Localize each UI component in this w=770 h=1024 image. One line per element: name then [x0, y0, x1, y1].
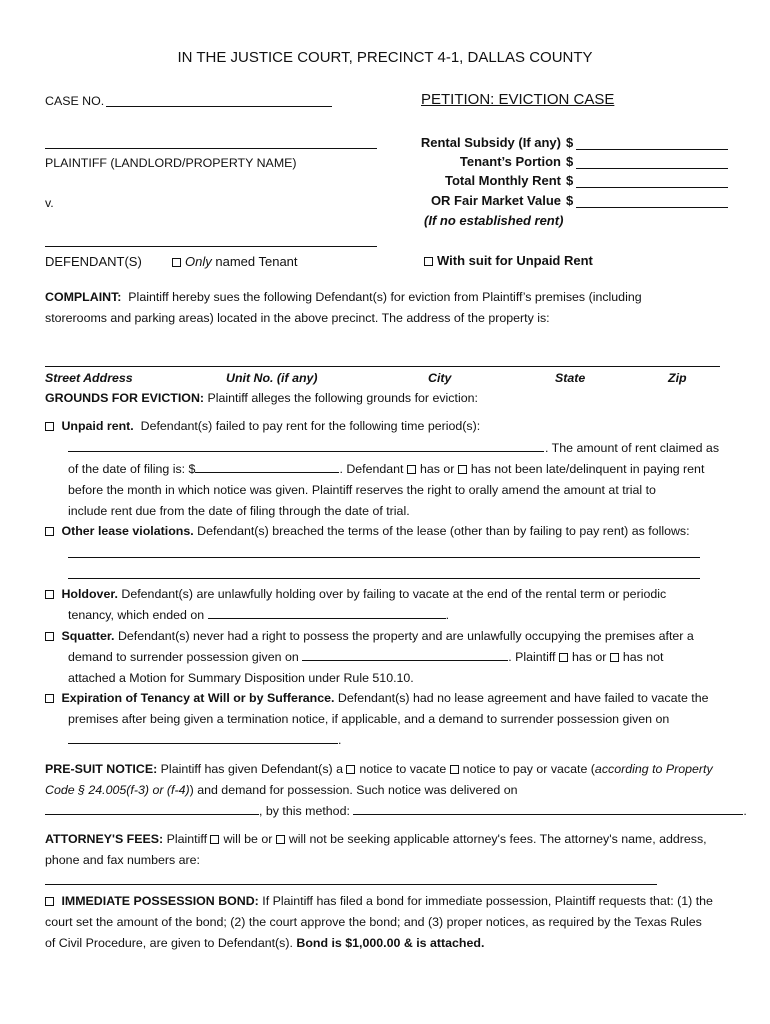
case-no-field[interactable]	[106, 106, 332, 107]
lease-violations-section: Other lease violations. Defendant(s) breached the terms of the lease (other than by failing to pay rent) as follows:	[45, 523, 690, 539]
squatter-has-not-checkbox[interactable]	[610, 653, 619, 662]
attorney-info-field[interactable]	[45, 884, 657, 885]
notice-delivery-method-field[interactable]	[353, 803, 743, 815]
squatter-section: Squatter. Defendant(s) never had a right to possess the property and are unlawfully occupying the premises after a	[45, 628, 694, 644]
city-label: City	[428, 371, 452, 385]
holdover-checkbox[interactable]	[45, 590, 54, 599]
fair-market-value-row: OR Fair Market Value $	[418, 193, 728, 211]
street-address-label: Street Address	[45, 371, 133, 385]
state-label: State	[555, 371, 586, 385]
unpaid-rent-section: Unpaid rent. Defendant(s) failed to pay rent for the following time period(s):	[45, 416, 725, 437]
expiration-line3: .	[68, 732, 341, 748]
defendant-name-field[interactable]	[45, 246, 377, 247]
notice-delivery-date-field[interactable]	[45, 803, 259, 815]
total-monthly-rent-row: Total Monthly Rent $	[418, 173, 728, 191]
presuit-notice-line2: Code § 24.005(f-3) or (f-4)) and demand for possession. Such notice was delivered on	[45, 783, 518, 797]
total-monthly-rent-field[interactable]	[576, 187, 728, 188]
notice-to-pay-or-vacate-checkbox[interactable]	[450, 765, 459, 774]
unpaid-rent-checkbox[interactable]	[45, 422, 54, 431]
late-has-checkbox[interactable]	[407, 465, 416, 474]
presuit-notice-line1: PRE-SUIT NOTICE: Plaintiff has given Defendant(s) a notice to vacate notice to pay or vacate (according to Property	[45, 762, 713, 776]
rent-claimed-text: . The amount of rent claimed as	[545, 441, 720, 455]
property-address-field[interactable]	[45, 366, 720, 367]
lease-violations-field-1[interactable]	[68, 557, 700, 558]
tenants-portion-field[interactable]	[576, 168, 728, 169]
expiration-checkbox[interactable]	[45, 694, 54, 703]
plaintiff-name-field[interactable]	[45, 148, 377, 149]
squatter-has-checkbox[interactable]	[559, 653, 568, 662]
suit-unpaid-rent-option[interactable]: With suit for Unpaid Rent	[424, 253, 593, 268]
no-rent-note: (If no established rent)	[424, 213, 564, 228]
court-title: IN THE JUSTICE COURT, PRECINCT 4-1, DALLAS COUNTY	[177, 49, 593, 66]
squatter-line3: attached a Motion for Summary Disposition under Rule 510.10.	[68, 671, 414, 685]
immediate-possession-bond-checkbox[interactable]	[45, 897, 54, 906]
only-named-tenant-checkbox[interactable]	[172, 258, 181, 267]
tenancy-end-date-field[interactable]	[208, 607, 446, 619]
unit-no-label: Unit No. (if any)	[226, 371, 318, 385]
lease-violations-field-2[interactable]	[68, 578, 700, 579]
plaintiff-label: PLAINTIFF (LANDLORD/PROPERTY NAME)	[45, 156, 297, 170]
lease-violations-checkbox[interactable]	[45, 527, 54, 536]
unpaid-rent-line5: include rent due from the date of filing through the date of trial.	[68, 504, 410, 518]
petition-title: PETITION: EVICTION CASE	[421, 91, 615, 108]
unpaid-rent-line4: before the month in which notice was given. Plaintiff reserves the right to orally amend the amount at trial to	[68, 483, 656, 497]
late-has-not-checkbox[interactable]	[458, 465, 467, 474]
squatter-checkbox[interactable]	[45, 632, 54, 641]
holdover-line2: tenancy, which ended on .	[68, 608, 450, 622]
bond-line3: of Civil Procedure, are given to Defendant(s). Bond is $1,000.00 & is attached.	[45, 936, 485, 950]
fees-will-not-checkbox[interactable]	[276, 835, 285, 844]
squatter-demand-date-field[interactable]	[302, 649, 508, 661]
squatter-line2: demand to surrender possession given on . Plaintiff has or has not	[68, 650, 664, 664]
unpaid-period-field[interactable]	[68, 451, 544, 452]
case-no-label: CASE NO.	[45, 94, 105, 108]
fees-will-be-checkbox[interactable]	[210, 835, 219, 844]
holdover-section: Holdover. Defendant(s) are unlawfully holding over by failing to vacate at the end of the rental term or periodic	[45, 586, 666, 602]
attorney-fees-line2: phone and fax numbers are:	[45, 853, 200, 867]
rental-subsidy-field[interactable]	[576, 149, 728, 150]
bond-line1: IMMEDIATE POSSESSION BOND: If Plaintiff has filed a bond for immediate possession, Plaintiff requests that: (1) the	[45, 893, 713, 909]
attorney-fees-line1: ATTORNEY'S FEES: Plaintiff will be or will not be seeking applicable attorney's fees. The attorney's name, address,	[45, 832, 707, 846]
presuit-notice-line3: , by this method: .	[45, 803, 747, 819]
only-named-tenant-option[interactable]: Only named Tenant	[172, 254, 298, 270]
fair-market-value-field[interactable]	[576, 207, 728, 208]
expiration-line2: premises after being given a termination notice, if applicable, and a demand to surrender possession given on	[68, 712, 670, 726]
tenants-portion-row: Tenant’s Portion $	[418, 154, 728, 172]
expiration-section: Expiration of Tenancy at Will or by Sufferance. Defendant(s) had no lease agreement and have failed to vacate the	[45, 690, 709, 706]
grounds-heading: GROUNDS FOR EVICTION: Plaintiff alleges the following grounds for eviction:	[45, 391, 478, 405]
rent-claimed-amount-row: of the date of filing is: $ . Defendant has or has not been late/delinquent in paying rent	[68, 462, 705, 476]
notice-to-vacate-checkbox[interactable]	[346, 765, 355, 774]
complaint-paragraph: COMPLAINT: Plaintiff hereby sues the following Defendant(s) for eviction from Plaintiff’s premises (including storerooms and parking areas) located in the above precinct. The address of the property is:	[45, 290, 642, 325]
versus-label: v.	[45, 196, 54, 210]
bond-line2: court set the amount of the bond; (2) the court approve the bond; and (3) proper notices, as required by the Texas Rules	[45, 915, 702, 929]
defendant-label: DEFENDANT(S)	[45, 254, 142, 269]
rental-subsidy-row: Rental Subsidy (If any) $	[418, 135, 728, 153]
suit-unpaid-rent-checkbox[interactable]	[424, 257, 433, 266]
rent-claimed-amount-field[interactable]	[195, 461, 339, 473]
expiration-demand-date-field[interactable]	[68, 732, 338, 744]
zip-label: Zip	[668, 371, 687, 385]
